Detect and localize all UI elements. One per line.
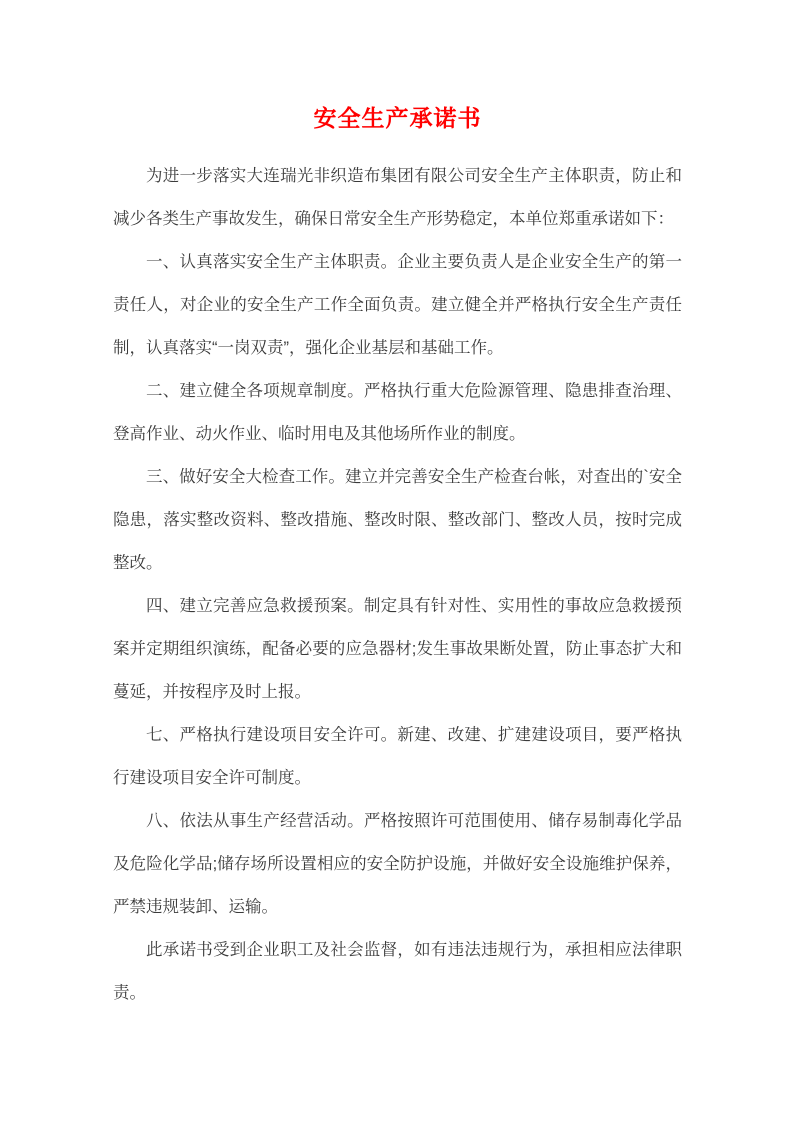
- paragraph-item-8: 八、依法从事生产经营活动。严格按照许可范围使用、储存易制毒化学品及危险化学品;储存场所设置相应的安全防护设施，并做好安全设施维护保养，严禁违规装卸、运输。: [113, 812, 682, 916]
- document-body: [113, 155, 682, 1015]
- paragraph-item-4: 四、建立完善应急救援预案。制定具有针对性、实用性的事故应急救援预案并定期组织演练，配备必要的应急器材;发生事故果断处置，防止事态扩大和蔓延，并按程序及时上报。: [113, 597, 682, 701]
- paragraph-closing: 此承诺书受到企业职工及社会监督，如有违法违规行为，承担相应法律职责。: [113, 941, 682, 1002]
- paragraph-item-3: 三、做好安全大检查工作。建立并完善安全生产检查台帐，对查出的`安全隐患，落实整改资料、整改措施、整改时限、整改部门、整改人员，按时完成整改。: [113, 468, 682, 572]
- paragraph-item-7: 七、严格执行建设项目安全许可。新建、改建、扩建建设项目，要严格执行建设项目安全许可制度。: [113, 726, 682, 787]
- paragraph-intro: 为进一步落实大连瑞光非织造布集团有限公司安全生产主体职责，防止和减少各类生产事故发生，确保日常安全生产形势稳定，本单位郑重承诺如下：: [113, 167, 682, 228]
- paragraph-item-1: 一、认真落实安全生产主体职责。企业主要负责人是企业安全生产的第一责任人，对企业的安全生产工作全面负责。建立健全并严格执行安全生产责任制，认真落实“一岗双责”，强化企业基层和基础工作。: [113, 253, 682, 357]
- document-title: 安全生产承诺书: [313, 105, 482, 131]
- paragraph-item-2: 二、建立健全各项规章制度。严格执行重大危险源管理、隐患排查治理、登高作业、动火作业、临时用电及其他场所作业的制度。: [113, 382, 682, 443]
